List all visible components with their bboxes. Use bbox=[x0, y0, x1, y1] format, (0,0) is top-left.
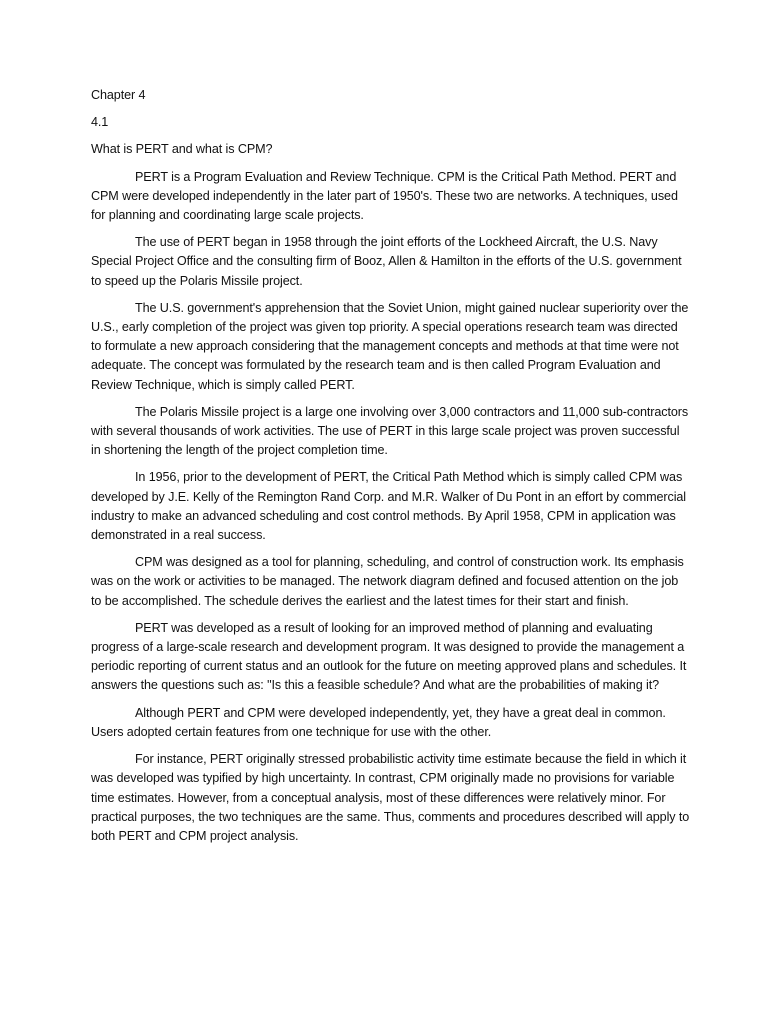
paragraph-cpm-origin: In 1956, prior to the development of PERT, the Critical Path Method which is simply called CPM was developed by J.E. Kelly of the Remington Rand Corp. and M.R. Walker of Du Pont in an effort by commercial industry to make an advanced scheduling and cost control methods. By April 1958, CPM in application was demonstrated in a real success. bbox=[91, 470, 686, 543]
paragraph-polaris-project: The Polaris Missile project is a large one involving over 3,000 contractors and 11,000 sub-contractors with several thousands of work activities. The use of PERT in this large scale project was proven successful in shortening the length of the project completion time. bbox=[91, 404, 689, 458]
chapter-heading: Chapter 4 bbox=[91, 88, 146, 102]
section-number: 4.1 bbox=[91, 115, 109, 130]
paragraph-differences: For instance, PERT originally stressed probabilistic activity time estimate because the field in which it was developed was typified by high uncertainty. In contrast, CPM originally made no provisions for variable time estimates. However, from a conceptual analysis, most of these differences were relatively minor. For practical purposes, the two techniques are the same. Thus, comments and procedures described will apply to both PERT and CPM project analysis. bbox=[91, 752, 690, 843]
section-question: What is PERT and what is CPM? bbox=[91, 142, 273, 157]
paragraph-pert-design: PERT was developed as a result of looking for an improved method of planning and evaluating progress of a large-scale research and development program. It was designed to provide the management a periodic reporting of current status and an outlook for the future on meeting approved plans and schedules. It answers the questions such as: "Is this a feasible schedule? And what are the probabilities of making it? bbox=[91, 620, 687, 693]
paragraph-cpm-design: CPM was designed as a tool for planning, scheduling, and control of construction work. Its emphasis was on the work or activities to be managed. The network diagram defined and focused attention on the job to be accomplished. The schedule derives the earliest and the latest times for their start and finish. bbox=[91, 555, 684, 608]
paragraph-pert-origin: The use of PERT began in 1958 through the joint efforts of the Lockheed Aircraft, the U.S. Navy Special Project Office and the consulting firm of Booz, Allen & Hamilton in the efforts of the U.S. government to speed up the Polaris Missile project. bbox=[91, 235, 682, 288]
document-page bbox=[91, 86, 691, 846]
paragraph-common-features: Although PERT and CPM were developed independently, yet, they have a great deal in common. Users adopted certain features from one technique for use with the other. bbox=[91, 705, 666, 739]
paragraph-government-apprehension: The U.S. government's apprehension that the Soviet Union, might gained nuclear superiority over the U.S., early completion of the project was given top priority. A special operations research team was directed to formulate a new approach considering that the management concepts and methods at that time were not adequate. The concept was formulated by the research team and is then called Program Evaluation and Review Technique, which is simply called PERT. bbox=[91, 300, 689, 392]
paragraph-pert-cpm-definition: PERT is a Program Evaluation and Review Technique. CPM is the Critical Path Method. PERT and CPM were developed independently in the later part of 1950's. These two are networks. A techniques, used for planning and coordinating large scale projects. bbox=[91, 169, 678, 223]
